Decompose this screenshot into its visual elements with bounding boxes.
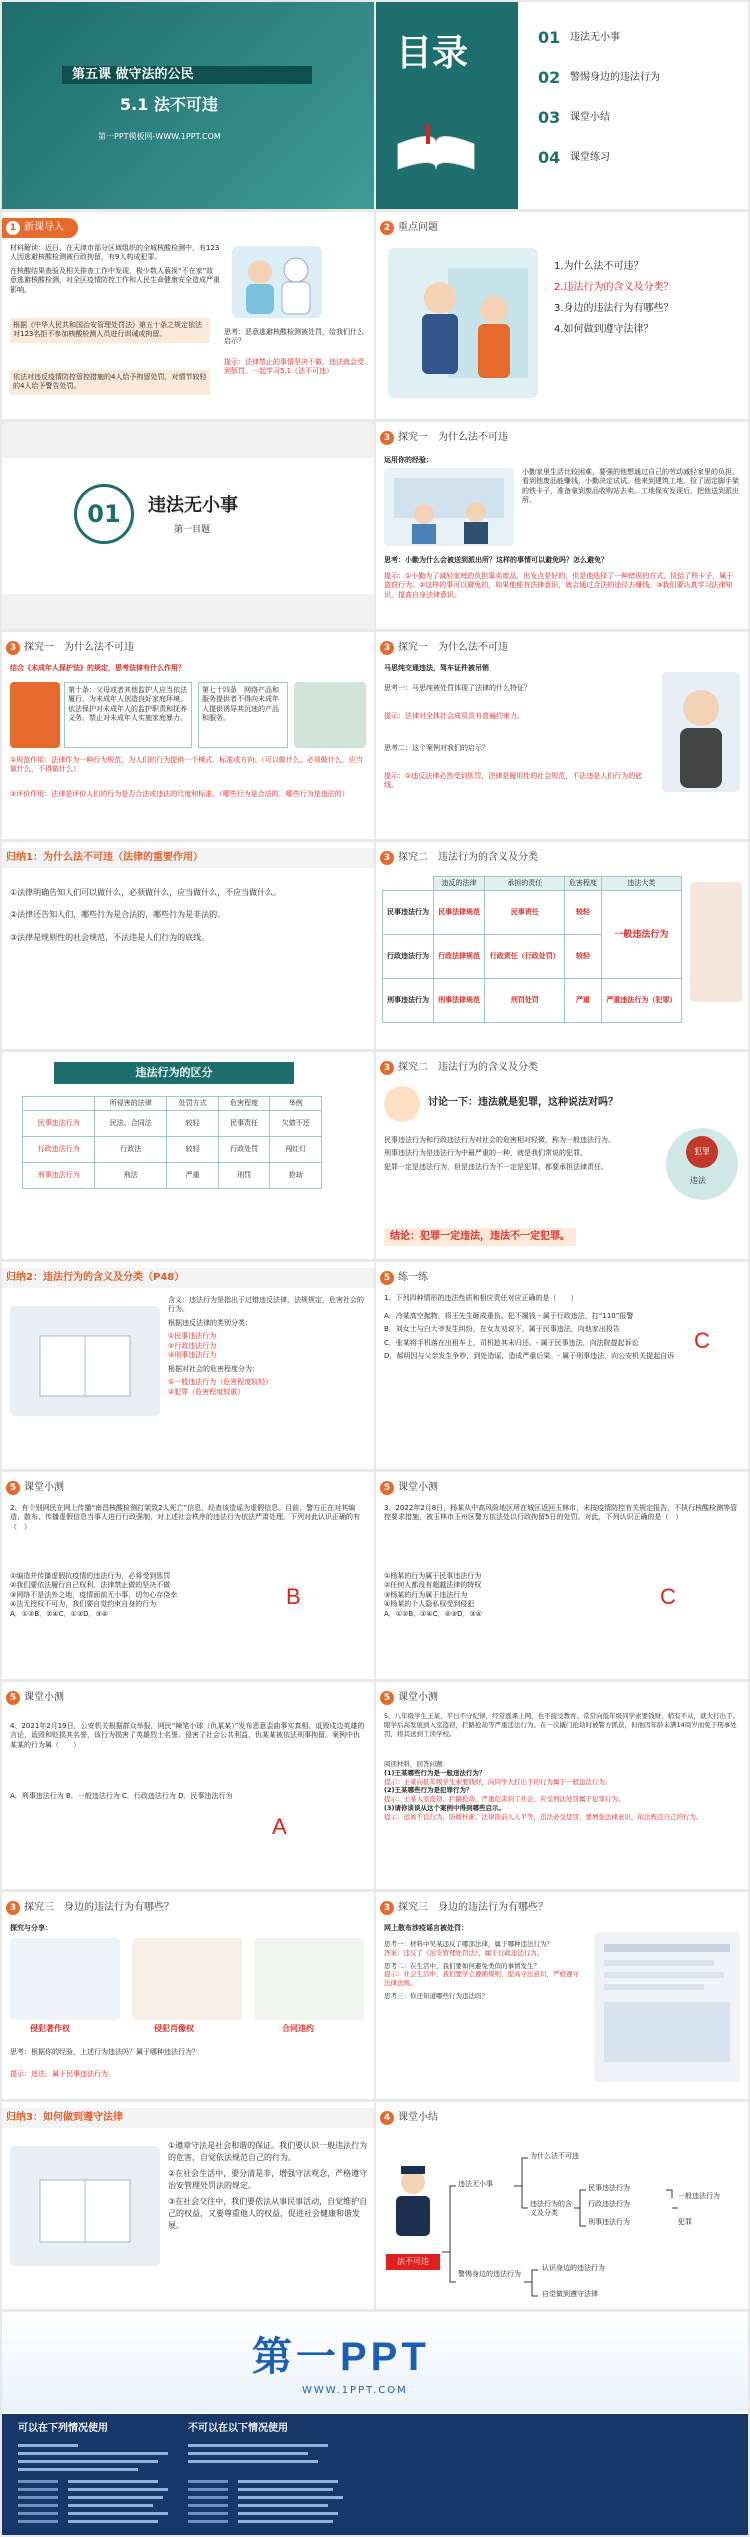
summary-header: 归纳2：违法行为的含义及分类（P48） [2, 1268, 374, 1288]
options [384, 1312, 704, 1366]
node: 民事违法行为 [588, 2184, 630, 2192]
slide-quiz-4[interactable] [2, 1682, 374, 1889]
venn-outer [666, 1128, 738, 1200]
slide-header: 3 探究二 违法行为的含义及分类 [376, 848, 538, 868]
question-item: 1.为什么法不可违？ [554, 261, 644, 272]
lesson-title: 5.1 法不可违 [120, 95, 218, 114]
node: 犯罪 [678, 2218, 692, 2226]
table-row: 民事违法行为 民法、合同法 较轻 民事责任 欠债不还 [23, 1111, 322, 1137]
slide-header: 3 探究一 为什么法不可违 [376, 638, 508, 658]
news-screenshot [594, 1932, 740, 2082]
allowed-title: 可以在下列情况使用 [18, 2423, 108, 2434]
slide-explore-2b[interactable] [376, 1052, 748, 1259]
slide-practice[interactable] [376, 1262, 748, 1469]
answer: A [272, 1814, 287, 1839]
slide-header: 5 课堂小测 [376, 1478, 438, 1498]
summary-item: ③法律是规则性的社会规范，不法违是人们行为的底线。 [10, 932, 210, 942]
slide-quiz-2[interactable] [2, 1472, 374, 1679]
statement: ②任何人都没有超越法律的特权 [384, 1581, 482, 1590]
think-question: 思考：根据你的经验，上述行为违法吗？属于哪种违法行为？ [10, 2048, 199, 2056]
family-illustration [294, 682, 366, 748]
slide-explore-1b[interactable] [2, 632, 374, 839]
think-2: 思考二：这个案例对我们的启示？ [384, 744, 489, 752]
statement: ①编造并传播虚假抗疫情的违法行为，必将受到惩罚 [10, 1572, 171, 1580]
logo: 第一PPT [252, 2335, 430, 2379]
statement: ④杨某的个人隐私权受到侵犯 [384, 1600, 475, 1609]
node: 违法行为的含义及分类 [530, 2200, 572, 2218]
choices[interactable]: A．①②B．①④C．②③D．③④ [384, 1609, 483, 1618]
comic-panels [10, 1938, 366, 2038]
conclusion: 结论：犯罪一定违法，违法不一定犯罪。 [384, 1228, 576, 1246]
answer-block: 阅读材料，回答问题： (1)王某哪些行为是一般违法行为？ 提示：王某向低年级学生索要钱财，向同学大打出手的行为属于一般违法行为。 (2)王某哪些行为是犯罪行为？ 提示：王某入室盗窃、拦路抢劫，严重危害到了社会，应受刑法处罚属于犯罪行为。 (3)请你谈谈从这个案例中得到哪些启示。 提示：远离不良行为，防微杜渐。法律面前人人平等，违法必受惩罚，要增强法律意识，依法规范自己的行为。 [384, 1760, 703, 1821]
slide-header: 3 探究三 身边的违法行为有哪些？ [376, 1898, 548, 1918]
question-list [554, 256, 744, 340]
unit-title: 第五课 做守法的公民 [72, 67, 194, 82]
police-illustration [388, 248, 538, 398]
thinking-avatar [384, 1086, 420, 1122]
lead-text: 马思纯交通违法，驾车证件被吊销 [384, 664, 489, 672]
summary-content: ①遵章守法是社会和谐的保证。我们要认识一般违法行为的危害，自觉依法规范自己的行为。 ②在社会生活中，要分清是非，增强守法观念，严格遵守治安管理处罚法的规定。 ③在社会交往中，我们要依法从事民事活动，自觉维护自己的权益，又要尊重他人的权益，促进社会健康和谐发展。 [168, 2141, 368, 2230]
answer: C [694, 1328, 710, 1353]
footer-banner[interactable] [2, 2312, 748, 2535]
toc-item[interactable]: 04 课堂练习 [538, 148, 610, 168]
slide-intro[interactable] [2, 212, 374, 419]
section-title: 违法无小事 [148, 495, 238, 516]
caption: 侵犯著作权 [30, 2024, 70, 2033]
slide-header: 2 重点问题 [376, 218, 438, 238]
story-text: 小勤家里生活比较困难，要强的他想通过自己的劳动减轻家里的负担。看到他废品能赚钱，小勤决定试试。他来到建筑工地，捡了固定脚手架的铁卡子，准备拿到废品收购站去卖。工地保安发现后，把他送到派出所。 [522, 468, 739, 505]
answer: C [660, 1584, 676, 1609]
intro-label: 运用你的经验： [384, 456, 433, 464]
punishment-note: 依法对违反疫情防控管控措施的4人给予拘留处罚，对情节较轻的4人给予警告处罚。 [10, 370, 210, 395]
slide-explore-2a[interactable] [376, 842, 748, 1049]
node: 为什么法不可违 [530, 2152, 579, 2160]
summary-header: 归纳1：为什么法不可违（法律的重要作用） [2, 848, 374, 868]
police-figure [386, 2162, 440, 2252]
question: 2、有个别网民在网上传播“南昌核酸检测打架致2人死亡”信息，经查该造谣为虚假信息。目前，警方正在对其编造、散布、传播虚假信息当事人进行行政强制，对上述社会秩序的违法行为依法严肃处理。下列对此认识正确的有（ ） [10, 1504, 360, 1531]
table-row: 行政违法行为 行政法律规范 行政责任（行政处罚） 较轻 [383, 935, 682, 979]
case-text: 5、八年级学生王某，平日不守纪律，经常逃课上网，也不接受教育。常常向低年级同学索要钱财，稍有不从，就大打出手。眼学后高发展到入室盗窃，拦路抢劫等严重违法行为。在一次撬门抢劫时被警方抓获，但他因年龄未满14周岁而免于刑事处罚，将其送到工读学校。 [384, 1712, 740, 1738]
slide-header: 4 课堂小结 [376, 2108, 438, 2128]
option[interactable]: B．刘女士与白大爷发生纠纷，在女友劝说下，属于民事违法，向他家出投告 [384, 1325, 620, 1334]
distinction-table [22, 1096, 322, 1189]
table-row: 民事违法行为 民事法律规范 民事责任 较轻 一般违法行为 [383, 891, 682, 935]
question: 4、2021年2月19日，公安机关根据群众举报，网民“辣笔小球（仇某某）”发布恶意歪曲事实真相、诋毁戍边英雄的言论，诋毁和贬损其名誉，该行为损害了英雄烈士名誉。侵害了社会公共利益，仇某某被依法刑事拘留。案例中仇某某的行为属（ ） [10, 1722, 365, 1749]
option[interactable]: A．冷某高空抛物，将王先生砸成重伤。犯不履钱 - 属于行政违法，打“110”报警 [384, 1312, 634, 1320]
toc-title: 目录 [396, 33, 469, 74]
slide-quiz-5[interactable] [376, 1682, 748, 1889]
slide-explore-1a[interactable] [376, 422, 748, 629]
slide-section-01[interactable] [2, 422, 374, 629]
slide-header: 5 练一练 [376, 1268, 428, 1288]
reading-illustration [10, 1306, 160, 1416]
site-credit: 第一PPT模板网-WWW.1PPT.COM [98, 132, 221, 141]
question: 1、下列四种情形的违法性质和相应责任对应正确的是（ ） [384, 1294, 578, 1302]
node: 一般违法行为 [678, 2192, 720, 2200]
branch-1: 违法无小事 [458, 2180, 493, 2188]
slide-distinction[interactable] [2, 1052, 374, 1259]
law-article-1: 第十条：父母或者其他监护人应当依法履行，为未成年人创造良好家庭环境，依法保护对未成年人的监护职责和抚养义务。禁止对未成年人实施家庭暴力。 [64, 682, 192, 748]
lead: 探究与分享： [10, 1924, 52, 1932]
caption: 侵犯肖像权 [154, 2024, 194, 2033]
slide-summary-1[interactable] [2, 842, 374, 1049]
comic-panel [132, 1938, 242, 2020]
slide-cover[interactable] [2, 2, 374, 209]
qa-block: 思考一：材料中吴某违反了哪部法律，属于哪种违法行为？ 答案：违反了《治安管理处罚法》，属于行政违法行为。 思考二：在生活中，我们要如何避免类似的事情发生？ 提示：社会生活中，我们要学会遵循规则，提高守法意识，严格遵守法律法规。 思考三：你还知道哪些行为违法吗？ [384, 1940, 579, 2000]
node: 刑事违法行为 [588, 2218, 630, 2226]
slide-header: 3 探究二 违法行为的含义及分类 [376, 1058, 538, 1078]
disallowed-title: 不可以在以下情况使用 [188, 2423, 288, 2434]
venn-inner-crime: 犯罪 [686, 1136, 718, 1168]
toc-item[interactable]: 03 课堂小结 [538, 108, 610, 128]
explanation: 民事违法行为和行政违法行为对社会的危害相对轻微，称为一般违法行为。 刑事违法行为是违法行为中最严重的一种，就是我们常说的犯罪。 犯罪一定是违法行为，但是违法行为不一定是犯罪，都要承担法律责任。 [384, 1136, 615, 1171]
table-header-row: 所侵害的法律 处罚方式 危害程度 举例 [23, 1097, 322, 1111]
section-top-band [2, 422, 374, 458]
book-icon [396, 124, 476, 174]
reading-illustration [10, 2146, 160, 2266]
choices[interactable]: A．刑事违法行为 B．一般违法行为 C．行政违法行为 D．民事违法行为 [10, 1792, 233, 1800]
toc-list [538, 18, 738, 178]
hint-text: 提示：违法，属于民事违法行为。 [10, 2070, 115, 2078]
caption: 合同违约 [282, 2024, 314, 2033]
slide-key-questions[interactable] [376, 212, 748, 419]
section-bottom-band [2, 594, 374, 629]
violation-table [382, 876, 682, 1023]
section-subtitle: 第一目题 [174, 525, 211, 535]
statement: ②我们要依法履行自己权利，法律禁止做的坚决不做 [10, 1581, 171, 1590]
law-note: 根据《中华人民共和国治安管理处罚法》第五十条之规定依法对123名拒不参加核酸检测人员进行训诫或拘留。 [10, 318, 210, 343]
think-1: 思考一：马思纯被处罚体现了法律的什么特征？ [384, 684, 531, 692]
node: 行政违法行为 [588, 2200, 630, 2208]
slide-header: 5 课堂小测 [376, 1688, 438, 1708]
slide-summary-2[interactable] [2, 1262, 374, 1469]
table-row: 行政违法行为 行政法 较轻 行政处罚 闯红灯 [23, 1137, 322, 1163]
hint-2: 提示：①违反法律必然受到惩罚，法律是履用性的社会规范，不法违是人们行为的底线。 [384, 772, 643, 790]
slide-header: 3 探究一 为什么法不可违 [376, 428, 508, 448]
discussion-question: 讨论一下：违法就是犯罪，这种说法对吗？ [428, 1097, 618, 1108]
lead-question: 结合《未成年人保护法》的规定，思考法律有什么作用？ [10, 664, 185, 672]
statements [384, 1572, 684, 1619]
option[interactable]: C．张某将手机落在出租车上，司机趁其未归还。- 属于民事违法，向法院提起诉讼 [384, 1338, 639, 1347]
table-row: 刑事违法行为 刑事法律规范 刑罚处罚 严重 严重违法行为（犯罪） [383, 979, 682, 1023]
summary-list [10, 882, 366, 949]
node: 自觉做到遵守法律 [542, 2290, 598, 2298]
question: 3、2022年2月8日，杨某从中高风险地区所在城区返回玉林市，未按疫情防控有关规定报告，不执行核酸检测等管控要求措施，被玉林市玉州区警方依法处以行政拘留5日的处罚。对此，下列认识正确的是（ ） [384, 1504, 738, 1522]
answer: B [286, 1584, 301, 1609]
summary-item: ②法律还告知人们，哪些行为是合法的，哪些行为是非法的。 [10, 910, 226, 920]
person-photo [662, 672, 740, 792]
choices[interactable]: A．①②B．②④C．①③D．③④ [10, 1609, 109, 1618]
slide-toc[interactable] [376, 2, 748, 209]
slide-explore-3a[interactable] [2, 1892, 374, 2099]
slide-header: 1 新课导入 [2, 218, 78, 238]
slide-explore-3b[interactable] [376, 1892, 748, 2099]
slide-lesson-summary[interactable] [376, 2102, 748, 2309]
slide-header: 5 课堂小测 [2, 1478, 64, 1498]
statement: ③网络不是法外之地，疫情面前无小事，切勿心存侥幸 [10, 1590, 178, 1599]
statement: ③杨某的行为属于违法行为 [384, 1590, 468, 1599]
student-illustration [690, 882, 742, 1002]
question-item: 3.身边的违法行为有哪些？ [554, 303, 674, 314]
distinction-title: 违法行为的区分 [54, 1062, 294, 1084]
slide-quiz-3[interactable] [376, 1472, 748, 1679]
node: 认识身边的违法行为 [542, 2264, 605, 2272]
summary-header: 归纳3：如何做到遵守法律 [2, 2108, 374, 2128]
think-question: 思考：恶意逃避核酸检测被处罚，给我们什么启示？ [224, 328, 364, 346]
hint-text: 提示：法律禁止的事情坚决不做，违法就会受到惩罚。一起学习5.1《法不可违》 [224, 358, 364, 376]
summary-item: ①法律明确告知人们可以做什么，必须做什么，应当做什么，不应当做什么。 [10, 888, 282, 897]
logo-url[interactable]: WWW.1PPT.COM [302, 2385, 408, 2396]
slide-header: 3 探究三 身边的违法行为有哪些？ [2, 1898, 174, 1918]
comic-panel [10, 1938, 120, 2020]
venn-outer-label: 违法 [690, 1176, 706, 1185]
slide-summary-3[interactable] [2, 2102, 374, 2309]
hint-1: 提示：法律对全体社会成员具有普遍约束力。 [384, 712, 524, 720]
boy-illustration [384, 468, 514, 546]
law-book-icon [10, 682, 60, 748]
slide-header: 5 课堂小测 [2, 1688, 64, 1708]
role-2: ②评价作用：法律是评价人们的行为是否合法或违法的尺度和标准。（哪些行为是合法的，哪些行为是违法的） [10, 790, 349, 798]
question-item: 2.违法行为的含义及分类？ [554, 282, 674, 293]
material-text: 材料解读：近日，在天津市部分区域组织的全城核酸检测中，有123人因逃避核酸检测被行政拘留，有9人构成犯罪。 在核酸结果查验及相关排查工作中发现，极少数人藐视“不在家”故意逃避核酸检测，对全区疫情防控工作和人民生命健康安全造成严重影响。 [10, 244, 220, 294]
slide-header: 3 探究一 为什么法不可违 [2, 638, 134, 658]
table-header-row: 违反的法律 承担的责任 危害程度 违法大类 [383, 877, 682, 891]
statement: ④法无授权不可为，我们要自觉约束自身的行为 [10, 1600, 157, 1609]
statements [10, 1572, 310, 1619]
toc-item[interactable]: 02 警惕身边的违法行为 [538, 68, 660, 88]
link-list-right [188, 2440, 518, 2528]
root-label: 法不可违 [386, 2254, 440, 2270]
branch-2: 警惕身边的违法行为 [458, 2270, 521, 2278]
section-number: 01 [74, 484, 134, 544]
hint-text: 提示：①小勤为了减轻家庭的负担靠卖废品，出发点是好的，但是他选择了一种错误的方式，捡拾了铁卡子，属于盗窃行为。②这样的事可以避免的，如果他能有法律意识，就会通过合法的途径去赚钱。③我们要认真学习法律知识，提高自身法律意识。 [384, 572, 734, 599]
toc-item[interactable]: 01 违法无小事 [538, 28, 620, 48]
comic-panel [254, 1938, 364, 2020]
summary-content: 含义：违法行为是指出于过错违反法律，法规规定，危害社会的行为。 根据违反法律的类别分类： ①民事违法行为 ②行政违法行为 ③刑事违法行为 根据对社会的危害程度分为： ①一般违法行为（危害程度较轻） ②犯罪（危害程度较重） [168, 1296, 364, 1396]
question-item: 4.如何做到遵守法律？ [554, 324, 654, 335]
statement: ①杨某的行为属于民事违法行为 [384, 1572, 482, 1580]
law-article-2: 第七十四条 网络产品和服务提供者不得向未成年人提供诱导其沉迷的产品和服务。 [198, 682, 288, 748]
option[interactable]: D．郝明因与父亲发生争吵，到处造谣，造成严重后果。- 属于刑事违法，向公安机关提起自诉 [384, 1352, 675, 1361]
think-question: 思考：小勤为什么会被送到派出所？这样的事情可以避免吗？怎么避免？ [384, 556, 608, 564]
slide-explore-1c[interactable] [376, 632, 748, 839]
role-1: ①规范作用：法律作为一种行为规范，为人们的行为提供一个模式、标准或方向；（可以做什么，必须做什么，应当做什么，不得做什么） [10, 756, 363, 774]
table-row: 刑事违法行为 刑法 严重 刑罚 抢劫 [23, 1163, 322, 1189]
testing-illustration [232, 246, 322, 318]
lead: 网上散布涉疫谣言被处罚： [384, 1924, 468, 1932]
